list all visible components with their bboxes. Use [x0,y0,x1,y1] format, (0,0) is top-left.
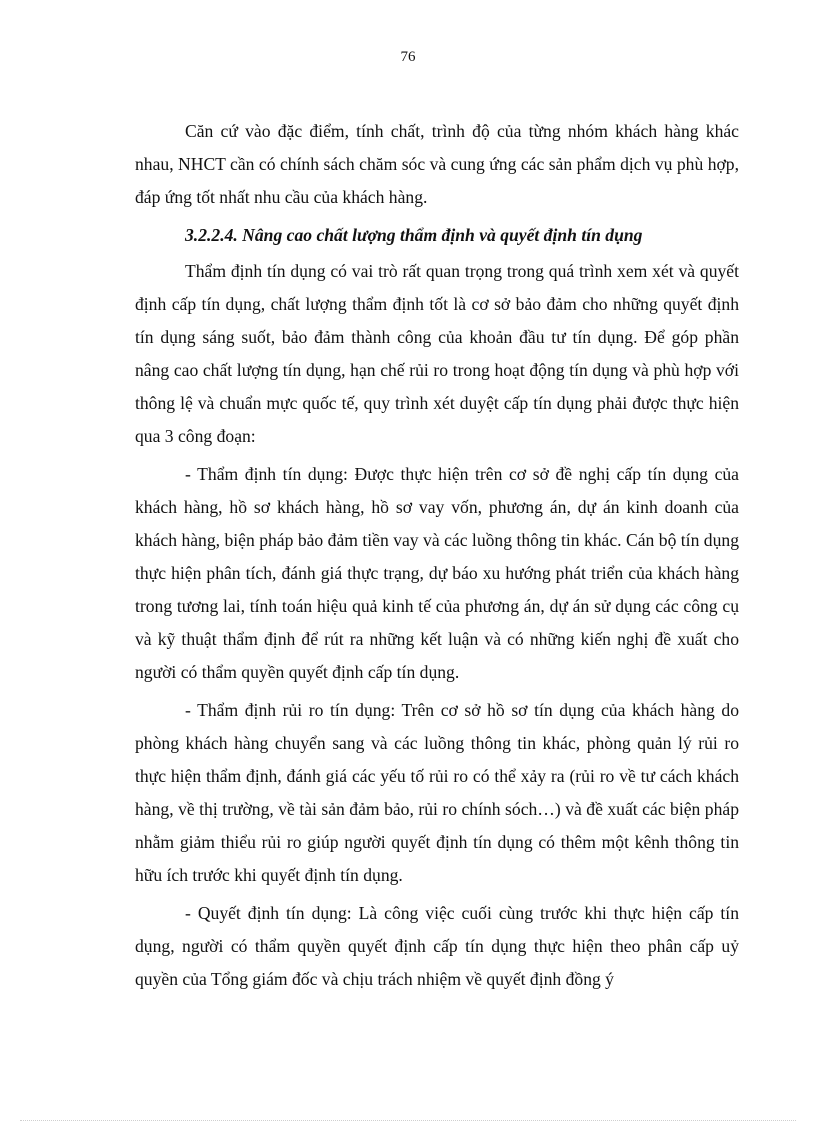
paragraph-risk-appraisal: - Thẩm định rủi ro tín dụng: Trên cơ sở hồ sơ tín dụng của khách hàng do phòng khách hàng chuyển sang và các luồng thông tin khác, phòng quản lý rủi ro thực hiện thẩm định, đánh giá các yếu tố rủi ro có thể xảy ra (rủi ro về tư cách khách hàng, về thị trường, về tài sản đảm bảo, rủi ro chính sóch…) và đề xuất các biện pháp nhằm giảm thiểu rủi ro giúp người quyết định tín dụng có thêm một kênh thông tin hữu ích trước khi quyết định tín dụng. [135,700,739,885]
section-heading: 3.2.2.4. Nâng cao chất lượng thẩm định và quyết định tín dụng [185,225,643,245]
paragraph-customer-care: Căn cứ vào đặc điểm, tính chất, trình độ của từng nhóm khách hàng khác nhau, NHCT cần có chính sách chăm sóc và cung ứng các sản phẩm dịch vụ phù hợp, đáp ứng tốt nhất nhu cầu của khách hàng. [135,121,739,207]
bottom-divider [20,1120,796,1121]
page-content [135,115,739,1001]
page-number: 76 [400,49,416,65]
paragraph-appraisal-intro: Thẩm định tín dụng có vai trò rất quan trọng trong quá trình xem xét và quyết định cấp tín dụng, chất lượng thẩm định tốt là cơ sở bảo đảm cho những quyết định tín dụng sáng suốt, bảo đảm thành công của khoản đầu tư tín dụng. Để góp phần nâng cao chất lượng tín dụng, hạn chế rủi ro trong hoạt động tín dụng và phù hợp với thông lệ và chuẩn mực quốc tế, quy trình xét duyệt cấp tín dụng phải được thực hiện qua 3 công đoạn: [135,261,739,446]
paragraph-credit-appraisal: - Thẩm định tín dụng: Được thực hiện trên cơ sở đề nghị cấp tín dụng của khách hàng, hồ sơ khách hàng, hồ sơ vay vốn, phương án, dự án kinh doanh của khách hàng, biện pháp bảo đảm tiền vay và các luồng thông tin khác. Cán bộ tín dụng thực hiện phân tích, đánh giá thực trạng, dự báo xu hướng phát triển của khách hàng trong tương lai, tính toán hiệu quả kinh tế của phương án, dự án sử dụng các công cụ và kỹ thuật thẩm định để rút ra những kết luận và có những kiến nghị đề xuất cho người có thẩm quyền quyết định cấp tín dụng. [135,464,739,682]
paragraph-credit-decision: - Quyết định tín dụng: Là công việc cuối cùng trước khi thực hiện cấp tín dụng, người có thẩm quyền quyết định cấp tín dụng thực hiện theo phân cấp uỷ quyền của Tổng giám đốc và chịu trách nhiệm về quyết định đồng ý [135,903,739,989]
